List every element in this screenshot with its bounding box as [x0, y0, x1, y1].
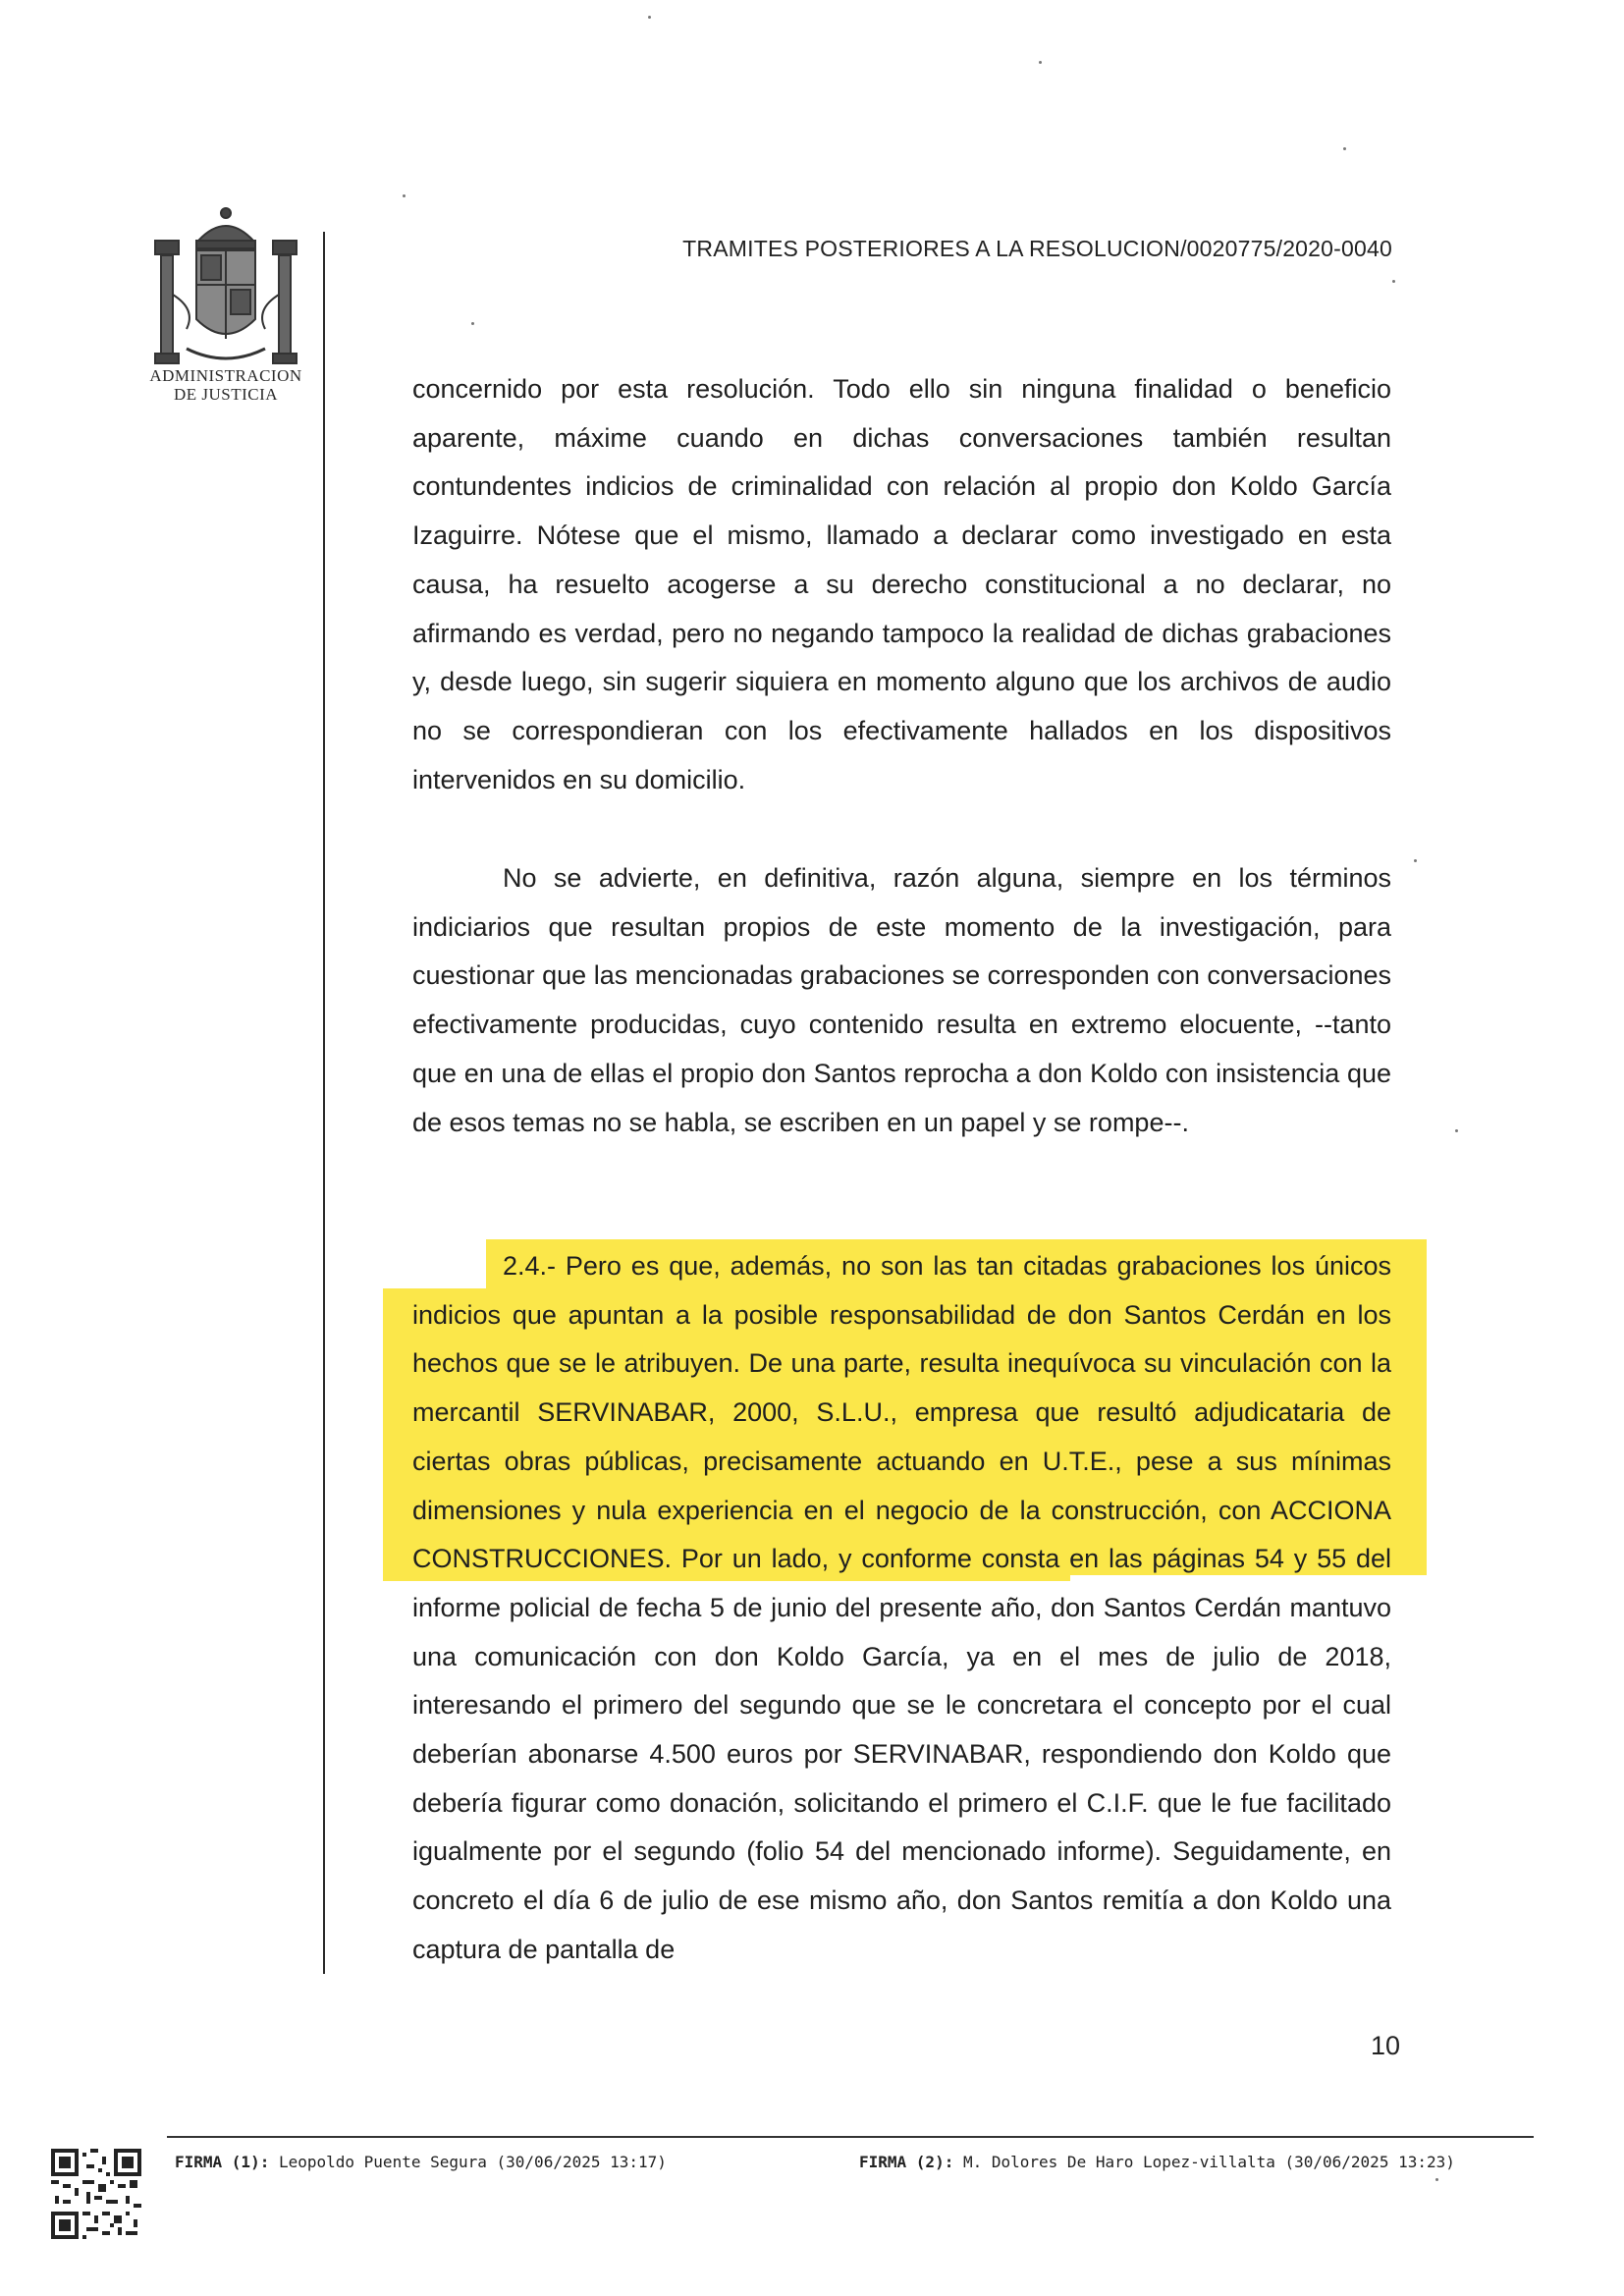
paragraph-3-block [412, 1242, 1391, 1975]
signature-1-label: FIRMA (1): [175, 2153, 270, 2171]
paragraph-3 [412, 1242, 1391, 1975]
margin-divider [323, 232, 325, 1974]
page-number: 10 [1371, 2031, 1401, 2060]
scan-speck [1039, 61, 1042, 64]
scan-speck [1343, 147, 1346, 150]
signature-1-value: Leopoldo Puente Segura (30/06/2025 13:17) [278, 2153, 667, 2171]
institution-label [137, 366, 314, 404]
coat-of-arms-icon [147, 201, 304, 373]
signature-1 [175, 2153, 667, 2171]
qr-code-icon [51, 2149, 141, 2239]
institution-line-2: DE JUSTICIA [173, 385, 279, 404]
scan-speck [1392, 280, 1395, 283]
scan-speck [403, 194, 406, 197]
paragraph-1-block [412, 365, 1391, 804]
footer-divider [167, 2136, 1534, 2138]
signature-2 [859, 2153, 1455, 2171]
highlighted-text: 2.4.- Pero es que, además, no son las tan citadas grabaciones los únicos indicios que apuntan a la posible responsabilidad de don Santos Cerdán en los hechos que se le atribuyen. De una parte, resulta inequívoca su vinculación con la mercantil SERVINABAR, 2000, S.L.U., empresa que resultó adjudicataria de ciertas obras públicas, precisamente actuando en U.T.E., pese a sus mínimas dimensiones y nula experiencia en el negocio de la construcción, con ACCIONA CONSTRUCCIONES. [412, 1251, 1391, 1574]
paragraph-2: No se advierte, en definitiva, razón alguna, siempre en los términos indiciarios que resultan propios de este momento de la investigación, para cuestionar que las mencionadas grabaciones se corresponden con conversaciones efectivamente producidas, cuyo contenido resulta en extremo elocuente, --tanto que en una de ellas el propio don Santos reprocha a don Koldo con insistencia que de esos temas no se habla, se escriben en un papel y se rompe--. [412, 863, 1391, 1137]
scan-speck [1455, 1129, 1458, 1132]
signature-2-value: M. Dolores De Haro Lopez-villalta (30/06/2025 13:23) [962, 2153, 1455, 2171]
scan-speck [648, 16, 651, 19]
signature-2-label: FIRMA (2): [859, 2153, 954, 2171]
document-reference: TRAMITES POSTERIORES A LA RESOLUCION/0020775/2020-0040 [682, 236, 1392, 261]
scan-speck [471, 322, 474, 325]
scan-speck [1435, 2178, 1438, 2181]
institution-line-1: ADMINISTRACION [149, 366, 302, 385]
scan-speck [1414, 859, 1417, 862]
paragraph-1: concernido por esta resolución. Todo ello sin ninguna finalidad o beneficio aparente, máxime cuando en dichas conversaciones también resultan contundentes indicios de criminalidad con relación al propio don Koldo García Izaguirre. Nótese que el mismo, llamado a declarar como investigado en esta causa, ha resuelto acogerse a su derecho constitucional a no declarar, no afirmando es verdad, pero no negando tampoco la realidad de dichas grabaciones y, desde luego, sin sugerir siquiera en momento alguno que los archivos de audio no se correspondieran con los efectivamente hallados en los dispositivos intervenidos en su domicilio. [412, 374, 1391, 794]
paragraph-3-continuation: Por un lado, y conforme consta en las páginas 54 y 55 del informe policial de fecha 5 de junio del presente año, don Santos Cerdán mantuvo una comunicación con don Koldo García, ya en el mes de julio de 2018, interesando el primero del segundo que se le concretara el concepto por el cual deberían abonarse 4.500 euros por SERVINABAR, respondiendo don Koldo que debería figurar como donación, solicitando el primero el C.I.F. que le fue facilitado igualmente por el segundo (folio 54 del mencionado informe). Seguidamente, en concreto el día 6 de julio de ese mismo año, don Santos remitía a don Koldo una captura de pantalla de [412, 1544, 1391, 1964]
paragraph-2-block [412, 854, 1391, 1147]
